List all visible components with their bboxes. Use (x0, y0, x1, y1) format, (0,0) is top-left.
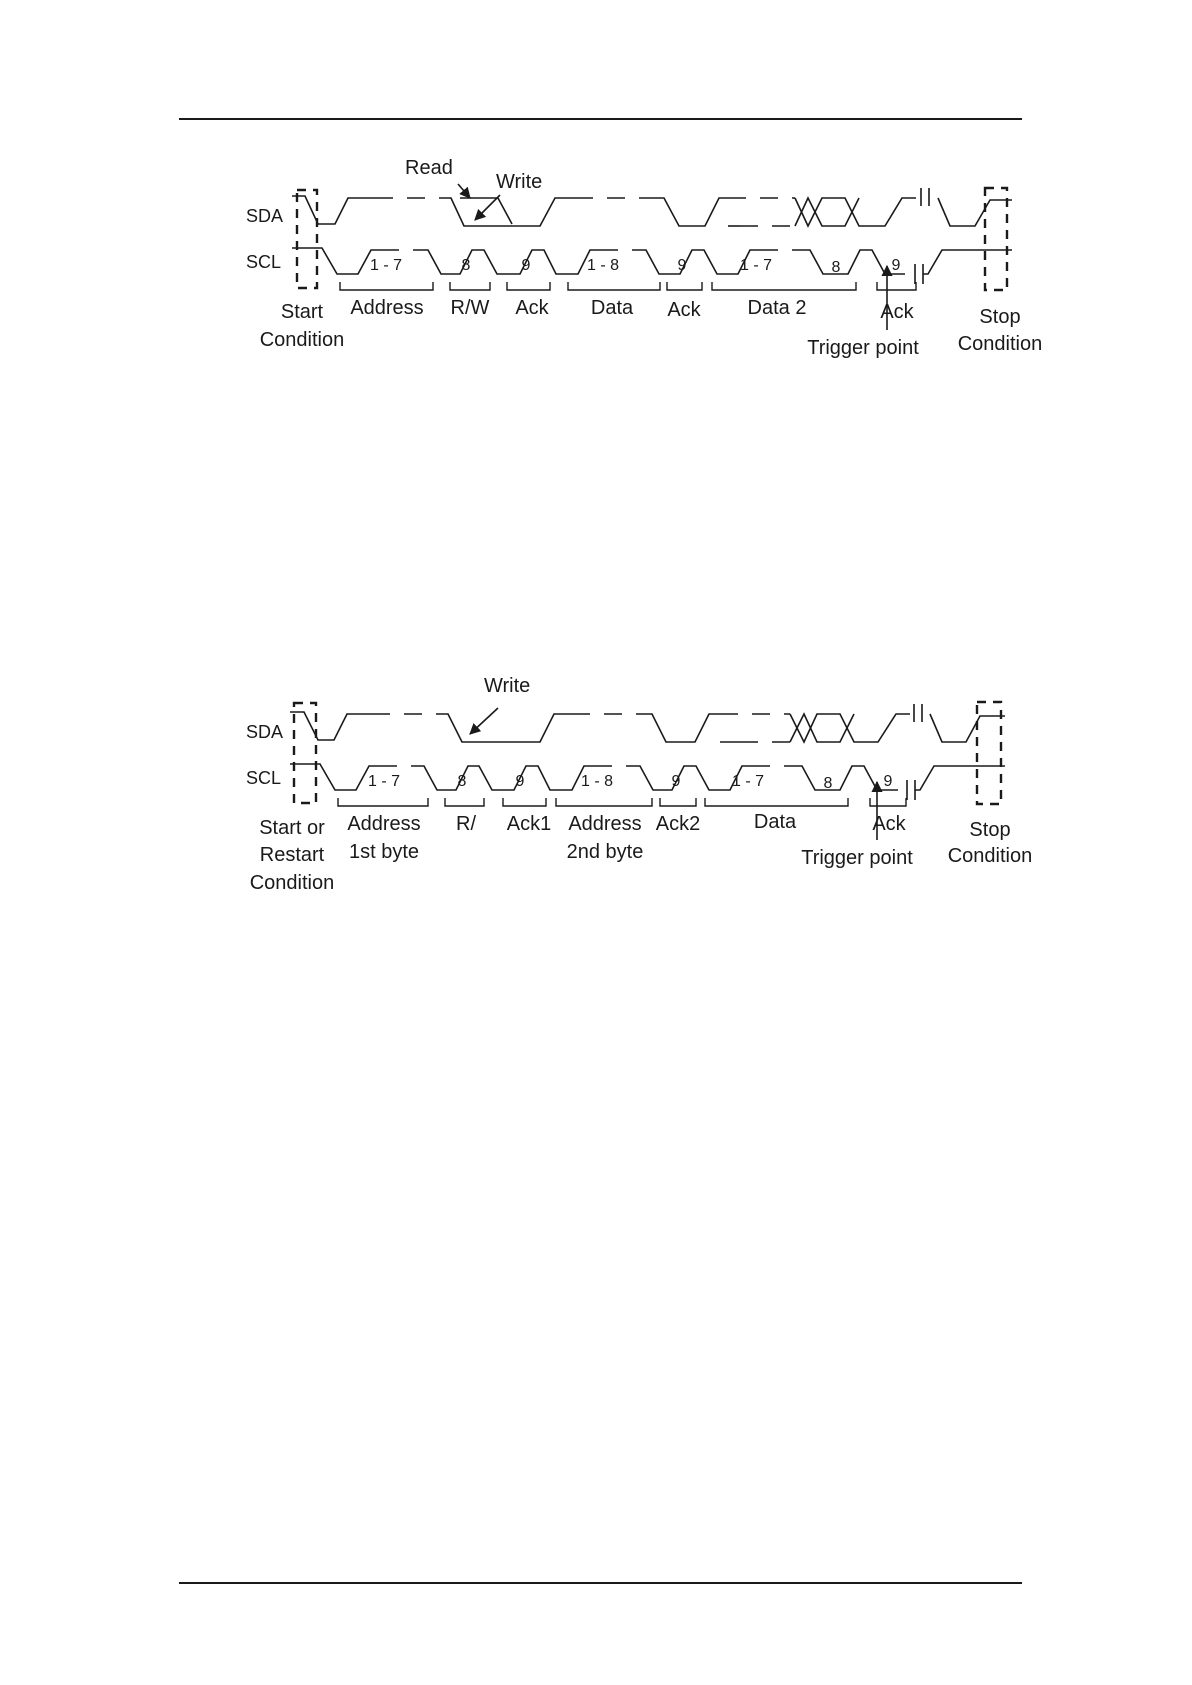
address2-label: Address (568, 813, 642, 835)
field-brackets (338, 798, 906, 806)
sda-label: SDA (246, 206, 284, 226)
ack-label: Ack (667, 299, 701, 321)
ack2-label: Ack2 (655, 813, 701, 835)
ack1-label: Ack1 (506, 813, 552, 835)
write-annotation: Write (496, 171, 543, 193)
bit-label: 1 - 8 (586, 257, 620, 274)
ack-label: Ack (515, 297, 549, 319)
stop-condition-label: Condition (957, 333, 1043, 355)
bit-label: 9 (521, 257, 531, 274)
data2-label: Data 2 (747, 297, 807, 319)
trigger-point-label: Trigger point (801, 847, 913, 869)
bit-label: 1 - 8 (580, 773, 614, 790)
bit-label: 8 (823, 775, 833, 792)
scl-label: SCL (246, 252, 282, 272)
write-annotation: Write (484, 675, 531, 697)
r-label: R/ (456, 813, 476, 835)
stop-condition-box (977, 702, 1001, 804)
rw-label: R/W (450, 297, 490, 319)
trigger-point-label: Trigger point (807, 337, 919, 359)
bit-label: 9 (515, 773, 525, 790)
scl-label: SCL (246, 768, 282, 788)
start-condition-label: Start (280, 301, 324, 323)
bit-label: 8 (457, 773, 467, 790)
bit-label: 1 - 7 (369, 257, 403, 274)
start-condition-box (294, 703, 316, 803)
bit-label: 9 (883, 773, 893, 790)
address-label: 1st byte (348, 841, 420, 863)
start-condition-label: Start or (259, 817, 325, 839)
start-condition-label: Condition (259, 329, 345, 351)
bit-label: 1 - 7 (739, 257, 773, 274)
sda-waveform (290, 704, 1005, 742)
bit-label: 9 (677, 257, 687, 274)
bit-label: 1 - 7 (731, 773, 765, 790)
bit-label: 8 (461, 257, 471, 274)
address-label: Address (350, 297, 424, 319)
address-label: Address (347, 813, 421, 835)
ack-label: Ack (872, 813, 906, 835)
read-annotation: Read (405, 157, 453, 179)
bit-label: 1 - 7 (367, 773, 401, 790)
data-label: Data (753, 811, 797, 833)
sda-label: SDA (246, 722, 284, 742)
bit-label: 9 (891, 257, 901, 274)
ack-label: Ack (880, 301, 914, 323)
data-label: Data (590, 297, 634, 319)
start-condition-label: Condition (249, 872, 335, 894)
footer-rule (179, 1582, 1022, 1584)
bit-label: 9 (671, 773, 681, 790)
start-condition-label: Restart (259, 844, 325, 866)
stop-condition-label: Stop (979, 306, 1021, 328)
stop-condition-label: Condition (947, 845, 1033, 867)
bit-label: 8 (831, 259, 841, 276)
address2-label: 2nd byte (566, 841, 644, 863)
write-arrow (470, 708, 498, 734)
stop-condition-label: Stop (969, 819, 1011, 841)
